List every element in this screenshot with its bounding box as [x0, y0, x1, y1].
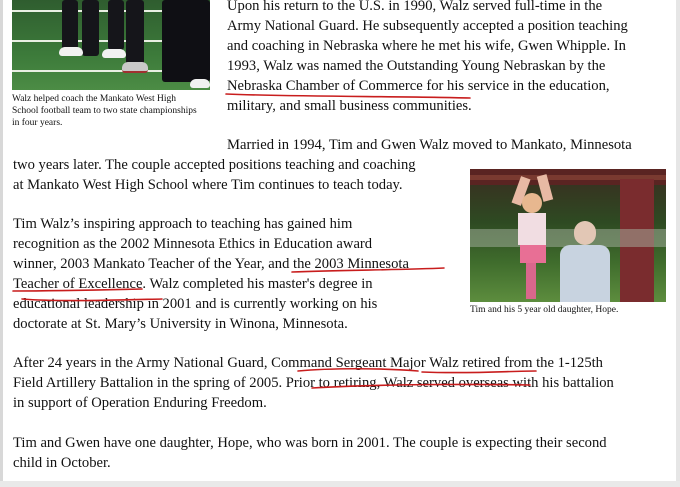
walz-and-daughter-photo: [470, 169, 666, 302]
paragraph2-line: two years later. The couple accepted positions teaching and coaching: [13, 157, 416, 173]
paragraph4-line: Field Artillery Battalion in the spring of 2005. Prior to retiring, Walz served overseas with his battalion: [13, 375, 614, 391]
paragraph4-line: in support of Operation Enduring Freedom.: [13, 395, 267, 411]
paragraph4-line: After 24 years in the Army National Guard, Command Sergeant Major Walz retired from the 1-125th: [13, 355, 603, 371]
paragraph3-line: winner, 2003 Mankato Teacher of the Year, and the 2003 Minnesota: [13, 256, 409, 272]
paragraph3-line: recognition as the 2002 Minnesota Ethics in Education award: [13, 236, 373, 252]
caption-line: School football team to two state championships: [12, 106, 197, 116]
page-bottom-edge: [0, 481, 680, 487]
caption-line: Walz helped coach the Mankato West High: [12, 94, 176, 104]
paragraph3-line: Tim Walz’s inspiring approach to teaching has gained him: [13, 216, 353, 232]
football-team-photo: [12, 0, 210, 90]
paragraph1-line: military, and small business communities.: [227, 98, 472, 114]
page-left-edge: [0, 0, 3, 487]
paragraph3-line: educational leadership in 2001 and is currently working on his: [13, 296, 378, 312]
caption-line: in four years.: [12, 118, 63, 128]
football-photo-caption: [12, 93, 217, 129]
paragraph3-line: doctorate at St. Mary’s University in Winona, Minnesota.: [13, 316, 348, 332]
paragraph2-line: at Mankato West High School where Tim continues to teach today.: [13, 177, 403, 193]
paragraph2-line: Married in 1994, Tim and Gwen Walz moved to Mankato, Minnesota: [227, 137, 632, 153]
paragraph5-line: child in October.: [13, 455, 111, 471]
daughter-photo-caption: Tim and his 5 year old daughter, Hope.: [470, 305, 619, 315]
paragraph5-line: Tim and Gwen have one daughter, Hope, who was born in 2001. The couple is expecting their second: [13, 435, 607, 451]
paragraph1-line: and coaching in Nebraska where he met his wife, Gwen Whipple. In: [227, 38, 626, 54]
paragraph1-line: Upon his return to the U.S. in 1990, Walz served full-time in the: [227, 0, 603, 14]
page-right-edge: [676, 0, 680, 487]
paragraph1-line: Nebraska Chamber of Commerce for his service in the education,: [227, 78, 610, 94]
paragraph1-line: 1993, Walz was named the Outstanding Young Nebraskan by the: [227, 58, 606, 74]
paragraph3-line: Teacher of Excellence. Walz completed his master's degree in: [13, 276, 373, 292]
paragraph1-line: Army National Guard. He subsequently accepted a position teaching: [227, 18, 628, 34]
